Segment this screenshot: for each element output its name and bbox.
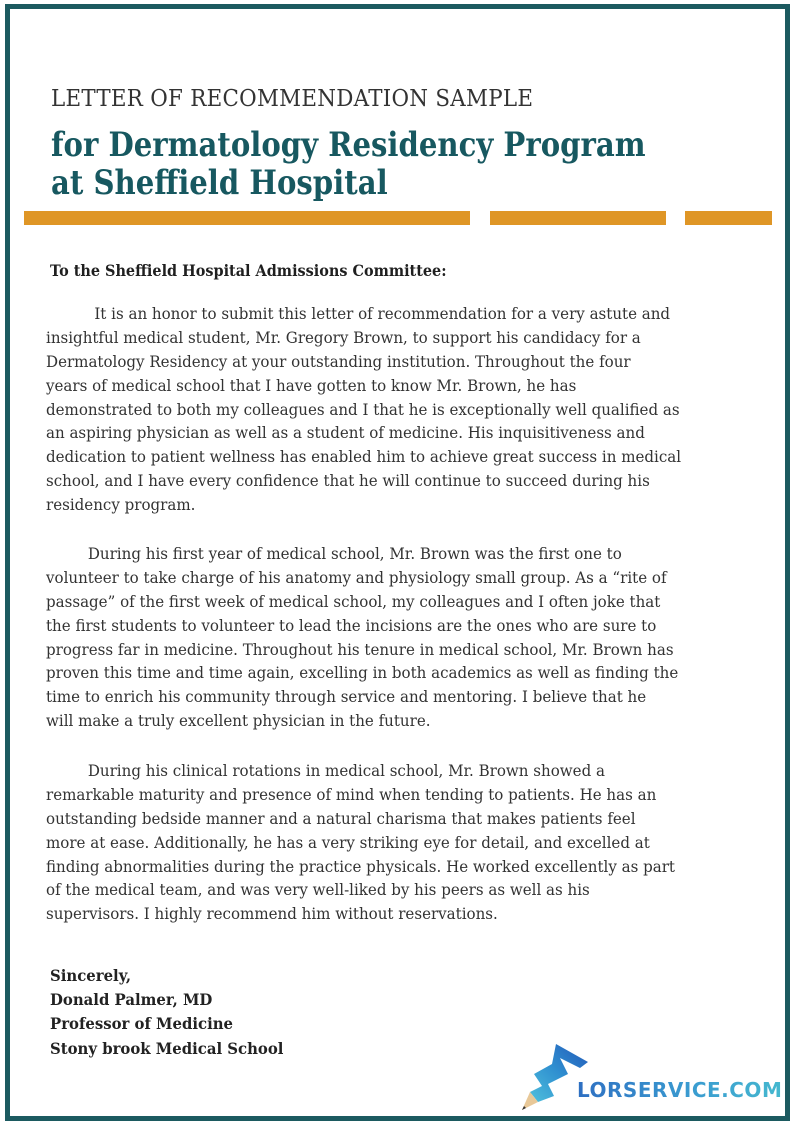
- signature-institution: Stony brook Medical School: [50, 1038, 284, 1058]
- paragraph-line: During his clinical rotations in medical school, Mr. Brown showed a: [87, 761, 605, 780]
- signature-name: Donald Palmer, MD: [50, 990, 213, 1010]
- paragraph-line: progress far in medicine. Throughout his tenure in medical school, Mr. Brown has: [46, 639, 674, 659]
- title-line-1: for Dermatology Residency Program: [51, 125, 646, 164]
- document-kicker: LETTER OF RECOMMENDATION SAMPLE: [51, 86, 534, 112]
- title-line-2: at Sheffield Hospital: [51, 163, 388, 202]
- paragraph-line: volunteer to take charge of his anatomy and physiology small group. As a “rite of: [46, 567, 667, 587]
- paragraph-line: more at ease. Additionally, he has a very striking eye for detail, and excelled at: [46, 832, 650, 852]
- signature-block: [50, 964, 301, 1061]
- accent-bar-1: [24, 211, 470, 225]
- paragraph-line: the first students to volunteer to lead the incisions are the ones who are sure to: [46, 615, 657, 635]
- paragraph-2: [46, 542, 766, 733]
- paragraph-line: passage” of the first week of medical school, my colleagues and I often joke that: [46, 591, 661, 611]
- paragraph-line: insightful medical student, Mr. Gregory Brown, to support his candidacy for a: [46, 327, 641, 347]
- paragraph-line: residency program.: [46, 495, 196, 515]
- paragraph-line: remarkable maturity and presence of mind when tending to patients. He has an: [46, 784, 657, 804]
- paragraph-line: school, and I have every confidence that he will continue to succeed during his: [46, 471, 650, 491]
- signature-position: Professor of Medicine: [50, 1014, 234, 1034]
- paragraph-line: Dermatology Residency at your outstanding institution. Throughout the four: [46, 351, 631, 371]
- accent-bar-2: [490, 211, 666, 225]
- paragraph-line: will make a truly excellent physician in the future.: [46, 711, 431, 731]
- paragraph-line: finding abnormalities during the practice physicals. He worked excellently as part: [46, 856, 675, 876]
- paragraph-line: time to enrich his community through service and mentoring. I believe that he: [46, 687, 647, 707]
- lorservice-logo: [508, 1040, 783, 1115]
- paragraph-1: [46, 302, 766, 517]
- logo-text: LORSERVICE.COM: [577, 1078, 783, 1102]
- paragraph-line: outstanding bedside manner and a natural charisma that makes patients feel: [46, 808, 636, 828]
- paragraph-line: years of medical school that I have gotten to know Mr. Brown, he has: [46, 375, 577, 395]
- paragraph-line: of the medical team, and was very well-liked by his peers as well as his: [46, 880, 590, 900]
- paragraph-3: [46, 759, 766, 926]
- accent-bar-3: [685, 211, 772, 225]
- signature-closing: Sincerely,: [50, 966, 132, 985]
- document-title: [51, 126, 646, 202]
- paragraph-line: an aspiring physician as well as a student of medicine. His inquisitiveness and: [46, 423, 645, 443]
- paragraph-line: supervisors. I highly recommend him without reservations.: [46, 904, 498, 924]
- salutation: To the Sheffield Hospital Admissions Committee:: [50, 261, 447, 280]
- paragraph-line: proven this time and time again, excelling in both academics as well as finding the: [46, 663, 679, 683]
- paragraph-line: demonstrated to both my colleagues and I that he is exceptionally well qualified as: [46, 399, 680, 419]
- paragraph-line: During his first year of medical school, Mr. Brown was the first one to: [87, 544, 622, 563]
- paragraph-line: dedication to patient wellness has enabled him to achieve great success in medical: [46, 447, 682, 467]
- paragraph-line: It is an honor to submit this letter of recommendation for a very astute and: [94, 304, 671, 323]
